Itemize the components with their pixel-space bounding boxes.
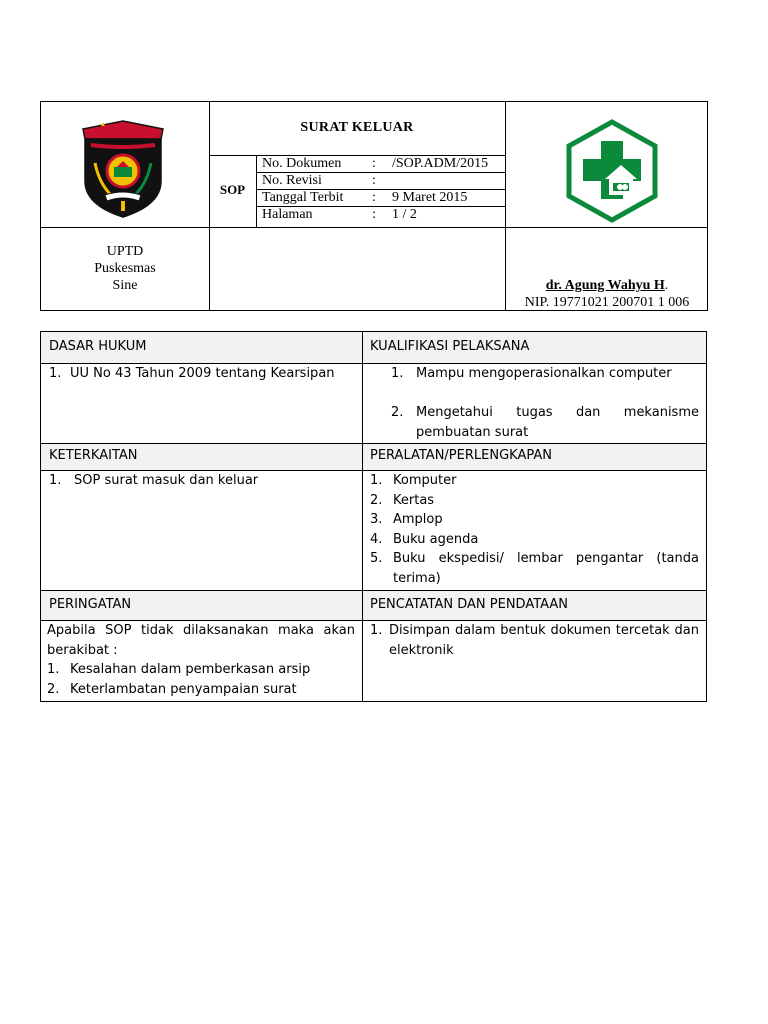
organization-name <box>41 243 209 294</box>
sop-label: SOP <box>219 182 246 197</box>
document-title: SURAT KELUAR <box>300 120 414 135</box>
regional-crest-logo <box>81 119 165 219</box>
list-item: 1. UU No 43 Tahun 2009 tentang Kearsipan <box>49 366 335 381</box>
list-item: 3. Amplop <box>370 512 443 527</box>
field-value-halaman: 1 / 2 <box>392 207 417 222</box>
list-item: 1. Mampu mengoperasionalkan computer <box>391 366 672 381</box>
signer-block <box>507 277 707 311</box>
list-item: 4. Buku agenda <box>370 531 479 547</box>
field-label-halaman: Halaman <box>262 207 313 222</box>
section-title-pencatatan: PENCATATAN DAN PENDATAAN <box>370 597 569 612</box>
peringatan-intro: Apabila SOP tidak dilaksanakan maka akan berakibat : <box>47 623 355 658</box>
field-sep: : <box>372 207 376 222</box>
field-sep: : <box>372 156 376 171</box>
signer-suffix: . <box>664 278 669 293</box>
section-title-dasar-hukum: DASAR HUKUM <box>49 339 147 354</box>
field-value-no-dokumen: /SOP.ADM/2015 <box>392 156 489 171</box>
field-label-no-dokumen: No. Dokumen <box>262 156 342 171</box>
field-label-no-revisi: No. Revisi <box>262 173 322 188</box>
field-value-tanggal-terbit: 9 Maret 2015 <box>392 190 468 205</box>
list-item: 2. Kertas <box>370 492 435 508</box>
list-item: 1. Disimpan dalam bentuk dokumen tercetak dan elektronik <box>370 623 699 658</box>
section-title-peringatan: PERINGATAN <box>49 597 132 612</box>
list-item: 1. Kesalahan dalam pemberkasan arsip <box>47 662 311 677</box>
list-item: 5. Buku ekspedisi/ lembar pengantar (tanda terima) <box>370 551 699 586</box>
org-line-1: UPTD <box>106 244 144 259</box>
org-line-2: Puskesmas <box>94 261 156 276</box>
list-item: 2. Keterlambatan penyampaian surat <box>47 682 297 697</box>
section-title-kualifikasi: KUALIFIKASI PELAKSANA <box>370 339 530 354</box>
sop-details-table <box>40 331 707 702</box>
list-item: 1. SOP surat masuk dan keluar <box>49 473 259 488</box>
sop-header-table <box>40 101 708 311</box>
list-item: 1. Komputer <box>370 473 457 488</box>
signer-nip: NIP. 19771021 200701 1 006 <box>524 295 690 310</box>
field-sep: : <box>372 190 376 205</box>
list-item: 2. Mengetahui tugas dan mekanisme pembuatan surat <box>391 405 699 440</box>
field-label-tanggal-terbit: Tanggal Terbit <box>262 190 344 205</box>
section-title-peralatan: PERALATAN/PERLENGKAPAN <box>370 448 552 463</box>
signer-name: dr. Agung Wahyu H <box>545 278 665 293</box>
section-title-keterkaitan: KETERKAITAN <box>49 448 138 463</box>
field-sep: : <box>372 173 376 188</box>
puskesmas-logo <box>565 119 659 223</box>
org-line-3: Sine <box>112 278 138 293</box>
